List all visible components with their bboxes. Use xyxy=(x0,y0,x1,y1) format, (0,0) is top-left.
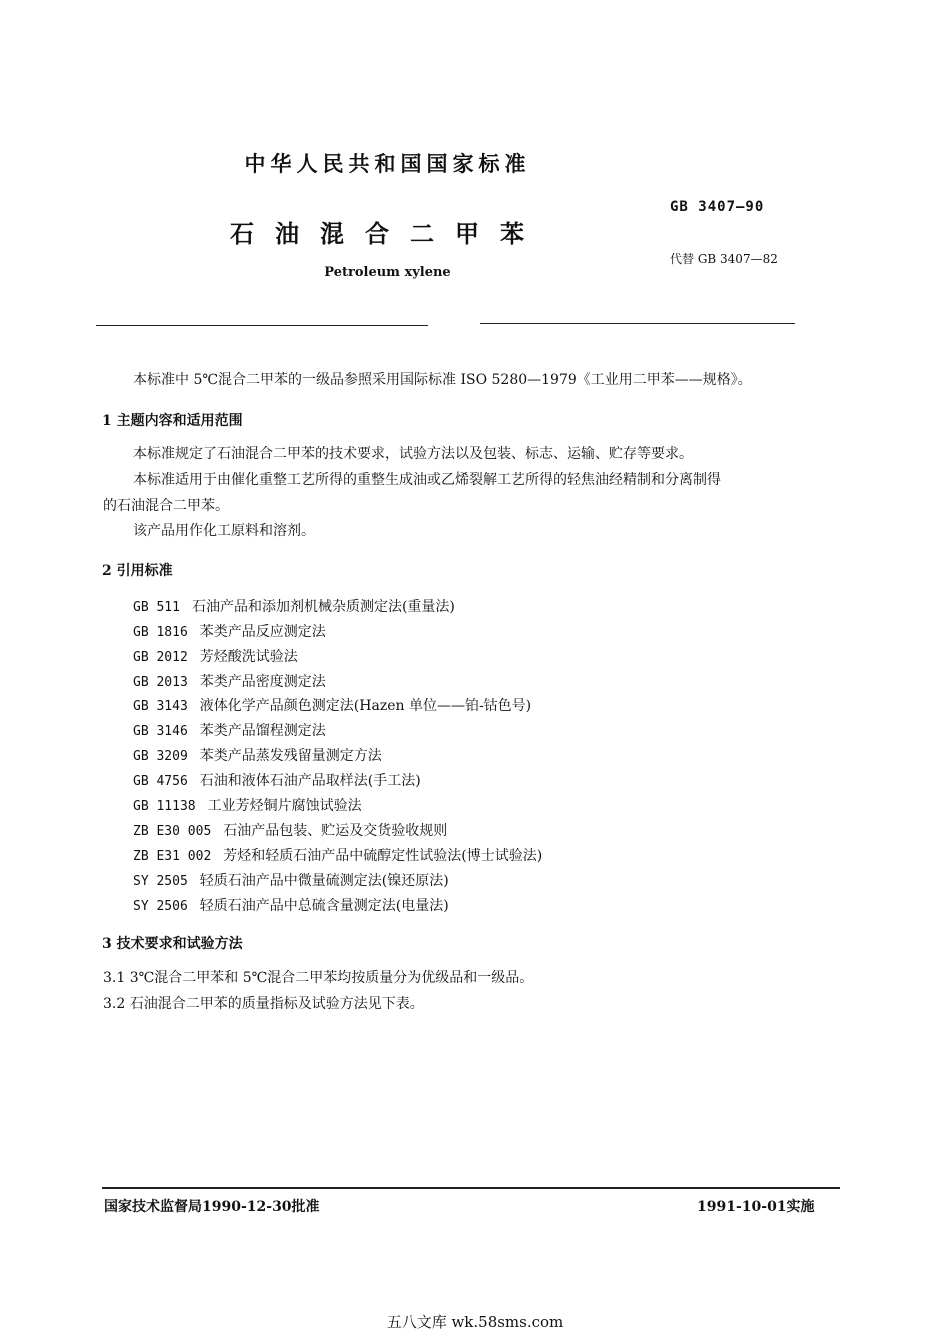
section-1-paragraph-3: 该产品用作化工原料和溶剂。 xyxy=(133,523,315,539)
reference-code: GB 4756 xyxy=(133,774,188,789)
reference-item xyxy=(133,770,421,790)
document-subtitle-en: Petroleum xylene xyxy=(324,265,451,280)
reference-code: ZB E31 002 xyxy=(133,849,212,864)
reference-code: GB 2012 xyxy=(133,650,188,665)
reference-title: 石油产品包装、贮运及交货验收规则 xyxy=(223,823,448,839)
section-3-heading: 3 技术要求和试验方法 xyxy=(102,936,243,952)
reference-item xyxy=(133,745,382,765)
section-3-clause-1: 3.1 3℃混合二甲苯和 5℃混合二甲苯均按质量分为优级品和一级品。 xyxy=(103,970,534,986)
reference-title: 芳烃酸洗试验法 xyxy=(199,649,298,665)
reference-title: 液体化学产品颜色测定法(Hazen 单位——铂-钴色号) xyxy=(199,698,532,714)
section-1-heading: 1 主题内容和适用范围 xyxy=(102,413,243,429)
header-rule-right xyxy=(480,323,795,324)
national-standard-heading: 中华人民共和国国家标准 xyxy=(244,152,531,176)
standard-number: GB 3407—90 xyxy=(670,199,765,215)
reference-item xyxy=(133,596,455,616)
header-rule-left xyxy=(96,325,428,326)
reference-item xyxy=(133,720,326,740)
reference-title: 苯类产品馏程测定法 xyxy=(199,723,326,739)
reference-title: 工业芳烃铜片腐蚀试验法 xyxy=(207,798,362,814)
section-1-paragraph-1: 本标准规定了石油混合二甲苯的技术要求，试验方法以及包装、标志、运输、贮存等要求。 xyxy=(133,446,693,462)
reference-item xyxy=(133,845,542,865)
reference-code: ZB E30 005 xyxy=(133,824,212,839)
reference-item xyxy=(133,695,531,715)
reference-title: 轻质石油产品中微量硫测定法(镍还原法) xyxy=(199,873,449,889)
reference-code: GB 11138 xyxy=(133,799,196,814)
reference-code: GB 3146 xyxy=(133,724,188,739)
reference-item xyxy=(133,646,298,666)
reference-item xyxy=(133,795,362,815)
section-1-paragraph-2-line-1: 本标准适用于由催化重整工艺所得的重整生成油或乙烯裂解工艺所得的轻焦油经精制和分离制得 xyxy=(133,472,721,488)
reference-item xyxy=(133,820,447,840)
replaces-standard: 代替 GB 3407—82 xyxy=(670,252,778,266)
reference-code: SY 2505 xyxy=(133,874,188,889)
effective-date: 1991-10-01实施 xyxy=(697,1199,815,1215)
reference-item xyxy=(133,621,326,641)
reference-code: GB 3209 xyxy=(133,749,188,764)
section-1-paragraph-2-line-2: 的石油混合二甲苯。 xyxy=(103,498,229,514)
approval-date: 国家技术监督局1990-12-30批准 xyxy=(104,1199,320,1215)
footer-rule xyxy=(102,1187,840,1189)
intro-paragraph: 本标准中 5℃混合二甲苯的一级品参照采用国际标准 ISO 5280—1979《工业用二甲苯——规格》。 xyxy=(133,372,752,388)
reference-item xyxy=(133,895,449,915)
reference-code: GB 1816 xyxy=(133,625,188,640)
reference-title: 石油产品和添加剂机械杂质测定法(重量法) xyxy=(191,599,455,615)
watermark-text: 五八文库 wk.58sms.com xyxy=(386,1313,564,1331)
reference-title: 芳烃和轻质石油产品中硫醇定性试验法(博士试验法) xyxy=(223,848,543,864)
reference-item xyxy=(133,870,449,890)
reference-code: GB 2013 xyxy=(133,675,188,690)
reference-title: 苯类产品密度测定法 xyxy=(199,674,326,690)
reference-title: 苯类产品反应测定法 xyxy=(199,624,326,640)
reference-title: 苯类产品蒸发残留量测定方法 xyxy=(199,748,382,764)
reference-code: GB 511 xyxy=(133,600,180,615)
reference-item xyxy=(133,671,326,691)
section-2-heading: 2 引用标准 xyxy=(102,563,173,579)
reference-code: SY 2506 xyxy=(133,899,188,914)
reference-code: GB 3143 xyxy=(133,699,188,714)
document-title: 石油混合二甲苯 xyxy=(230,220,545,248)
section-3-clause-2: 3.2 石油混合二甲苯的质量指标及试验方法见下表。 xyxy=(103,996,424,1012)
reference-title: 石油和液体石油产品取样法(手工法) xyxy=(199,773,421,789)
reference-title: 轻质石油产品中总硫含量测定法(电量法) xyxy=(199,898,449,914)
